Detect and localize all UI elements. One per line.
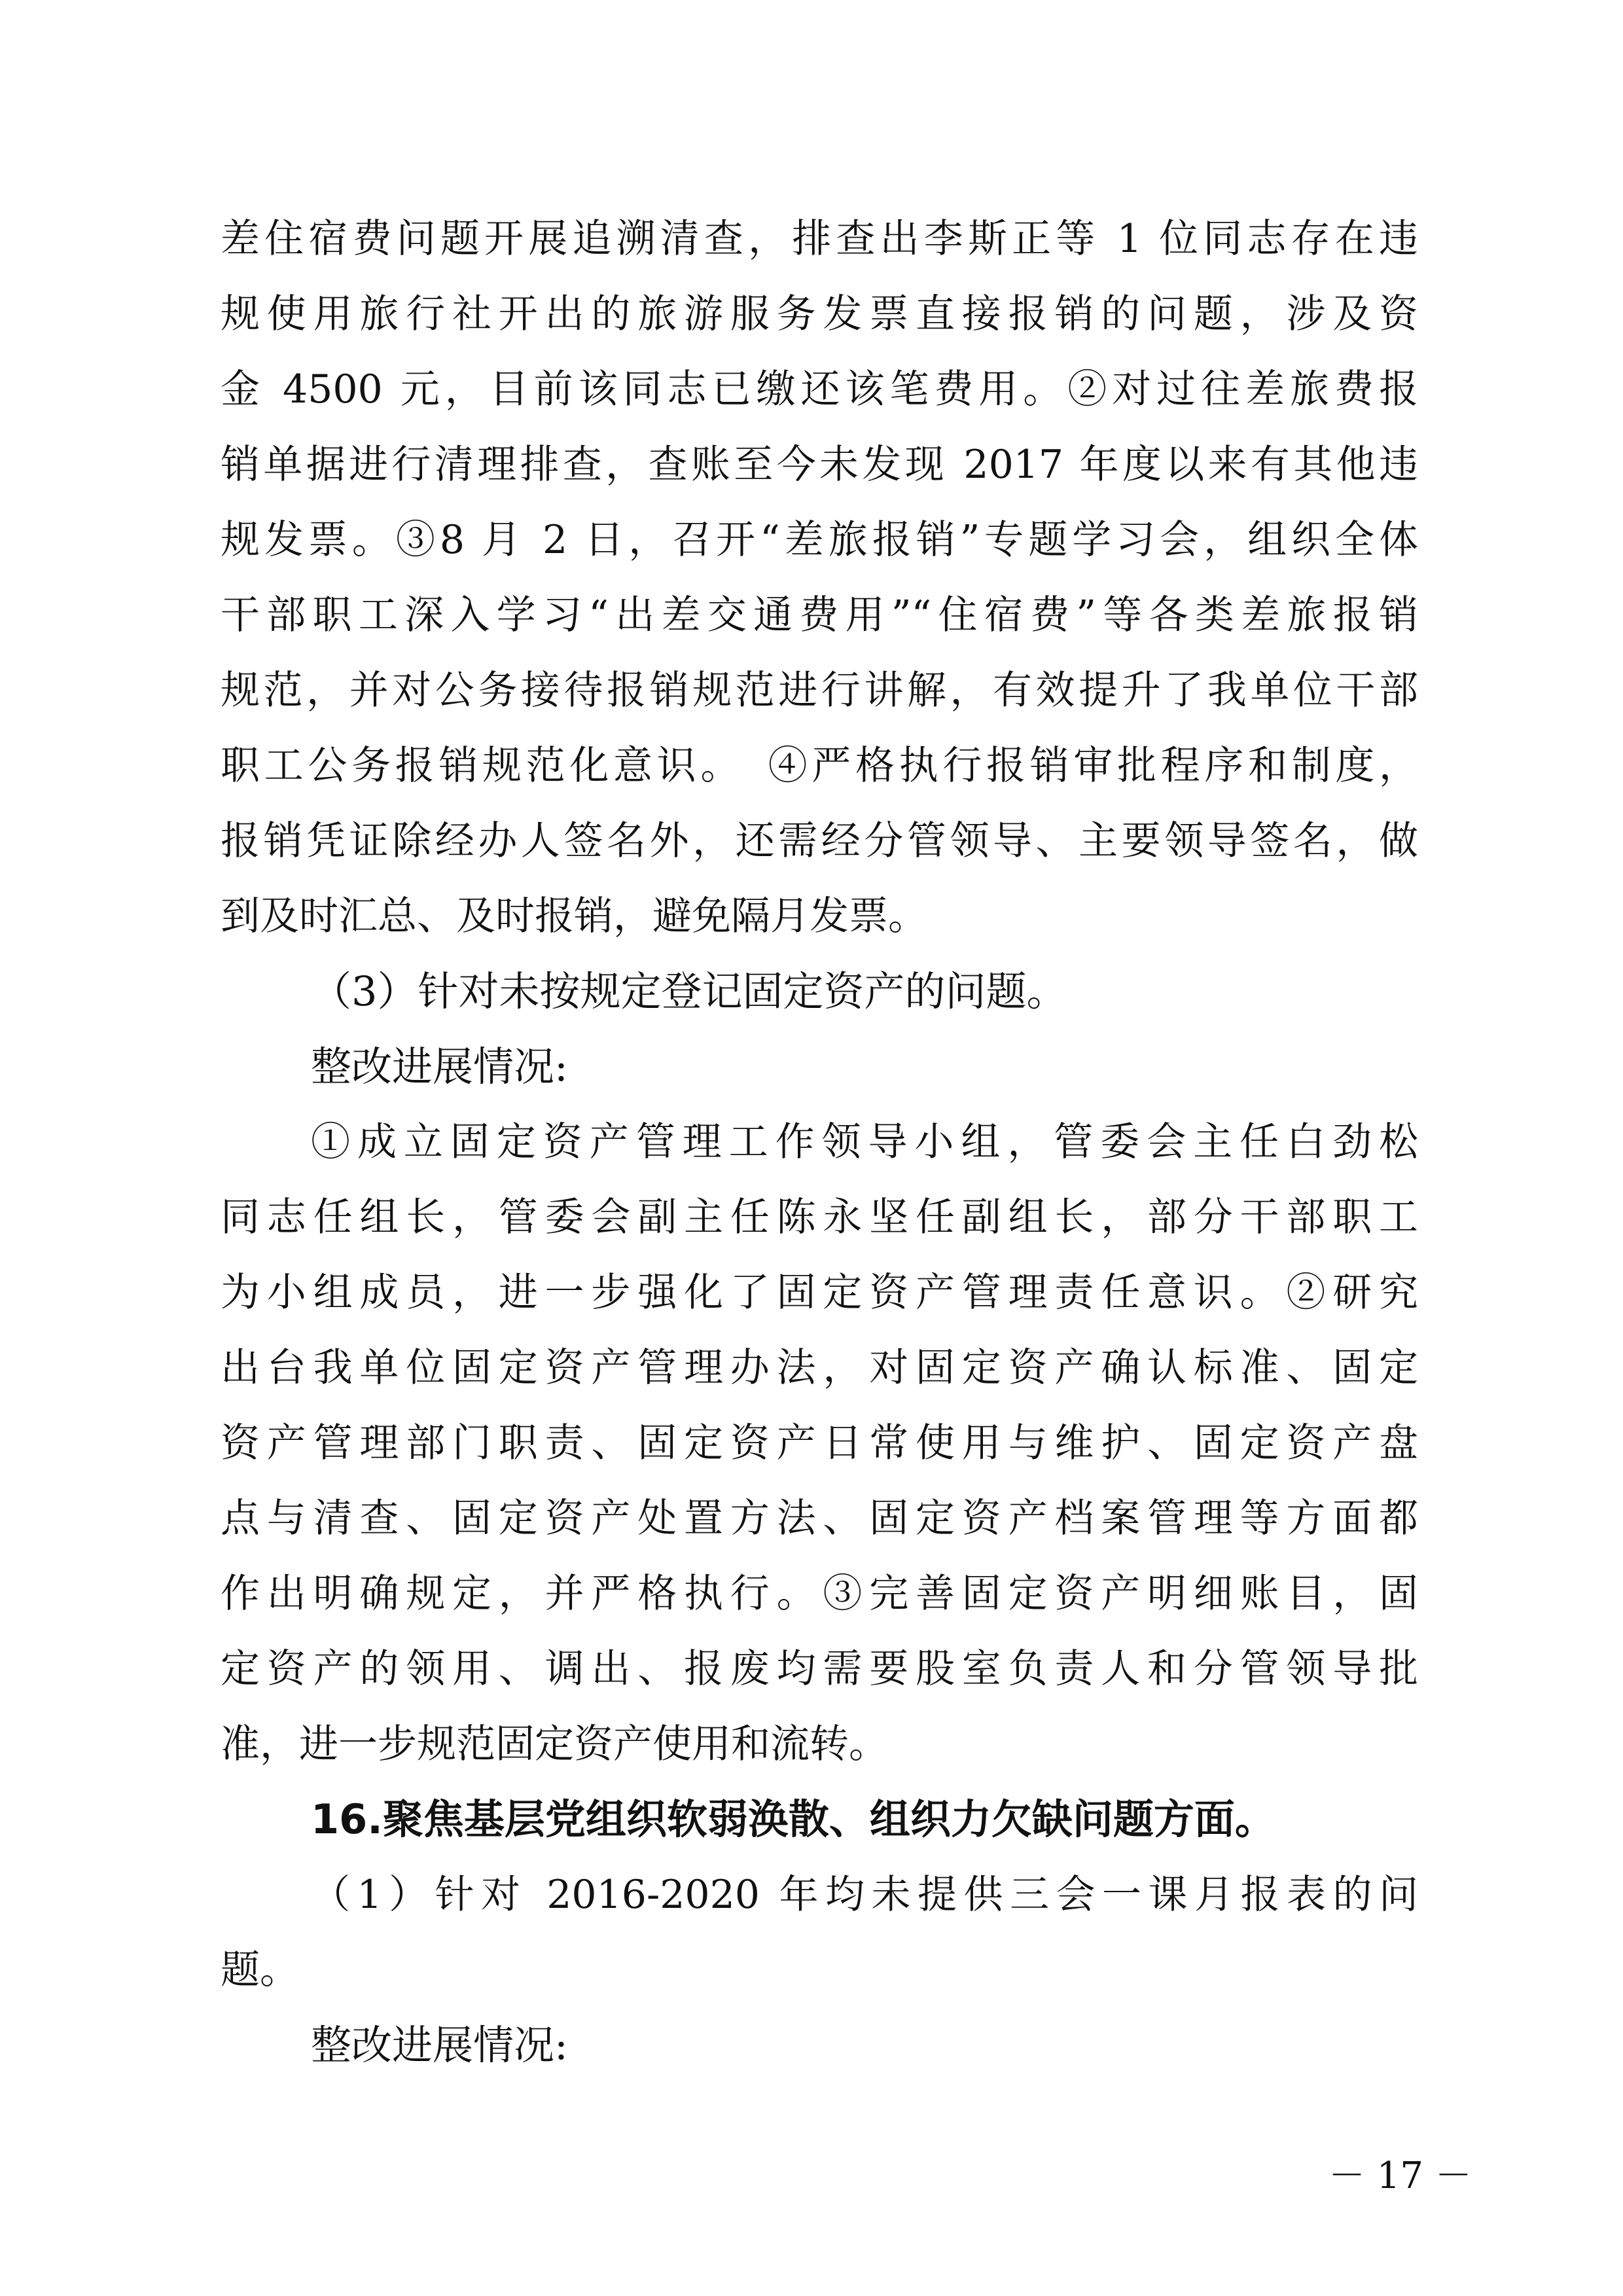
paragraph-line: 出台我单位固定资产管理办法，对固定资产确认标准、固定 bbox=[221, 1345, 1418, 1391]
paragraph-line: 到及时汇总、及时报销，避免隔月发票。 bbox=[221, 893, 927, 939]
paragraph-line: 规发票。③8 月 2 日，召开“差旅报销”专题学习会，组织全体 bbox=[221, 517, 1418, 563]
paragraph-line: 职工公务报销规范化意识。 ④严格执行报销审批程序和制度， bbox=[221, 743, 1418, 789]
paragraph-line: 干部职工深入学习“出差交通费用”“住宿费”等各类差旅报销 bbox=[221, 592, 1418, 638]
paragraph-line: 报销凭证除经办人签名外，还需经分管领导、主要领导签名，做 bbox=[221, 818, 1418, 864]
section-16-heading: 16.聚焦基层党组织软弱涣散、组织力欠缺问题方面。 bbox=[311, 1795, 1275, 1843]
paragraph-line: 作出明确规定，并严格执行。③完善固定资产明细账目，固 bbox=[221, 1571, 1418, 1617]
paragraph-line: ①成立固定资产管理工作领导小组，管委会主任白劲松 bbox=[311, 1119, 1418, 1165]
paragraph-line: 同志任组长，管委会副主任陈永坚任副组长，部分干部职工 bbox=[221, 1194, 1418, 1240]
paragraph-line: 规使用旅行社开出的旅游服务发票直接报销的问题，涉及资 bbox=[221, 291, 1418, 337]
paragraph-line: 准，进一步规范固定资产使用和流转。 bbox=[221, 1721, 888, 1767]
paragraph-line: 资产管理部门职责、固定资产日常使用与维护、固定资产盘 bbox=[221, 1420, 1418, 1466]
section-16-item-1: （1）针对 2016-2020 年均未提供三会一课月报表的问 bbox=[311, 1872, 1418, 1918]
progress-label: 整改进展情况: bbox=[311, 1043, 568, 1090]
paragraph-line: 为小组成员，进一步强化了固定资产管理责任意识。②研究 bbox=[221, 1270, 1418, 1316]
section-3-title: （3）针对未按规定登记固定资产的问题。 bbox=[311, 967, 1067, 1015]
paragraph-line: 点与清查、固定资产处置方法、固定资产档案管理等方面都 bbox=[221, 1496, 1418, 1541]
paragraph-line: 定资产的领用、调出、报废均需要股室负责人和分管领导批 bbox=[221, 1646, 1418, 1692]
paragraph-line: 金 4500 元，目前该同志已缴还该笔费用。②对过往差旅费报 bbox=[221, 367, 1418, 412]
paragraph-line: 差住宿费问题开展追溯清查，排查出李斯正等 1 位同志存在违 bbox=[221, 216, 1418, 262]
paragraph-line: 规范，并对公务接待报销规范进行讲解，有效提升了我单位干部 bbox=[221, 668, 1418, 713]
progress-label: 整改进展情况: bbox=[311, 2021, 568, 2069]
page-number: － 17 － bbox=[1329, 2155, 1472, 2197]
paragraph-line: 销单据进行清理排查，查账至今未发现 2017 年度以来有其他违 bbox=[221, 442, 1418, 488]
section-16-item-1-cont: 题。 bbox=[221, 1947, 299, 1993]
